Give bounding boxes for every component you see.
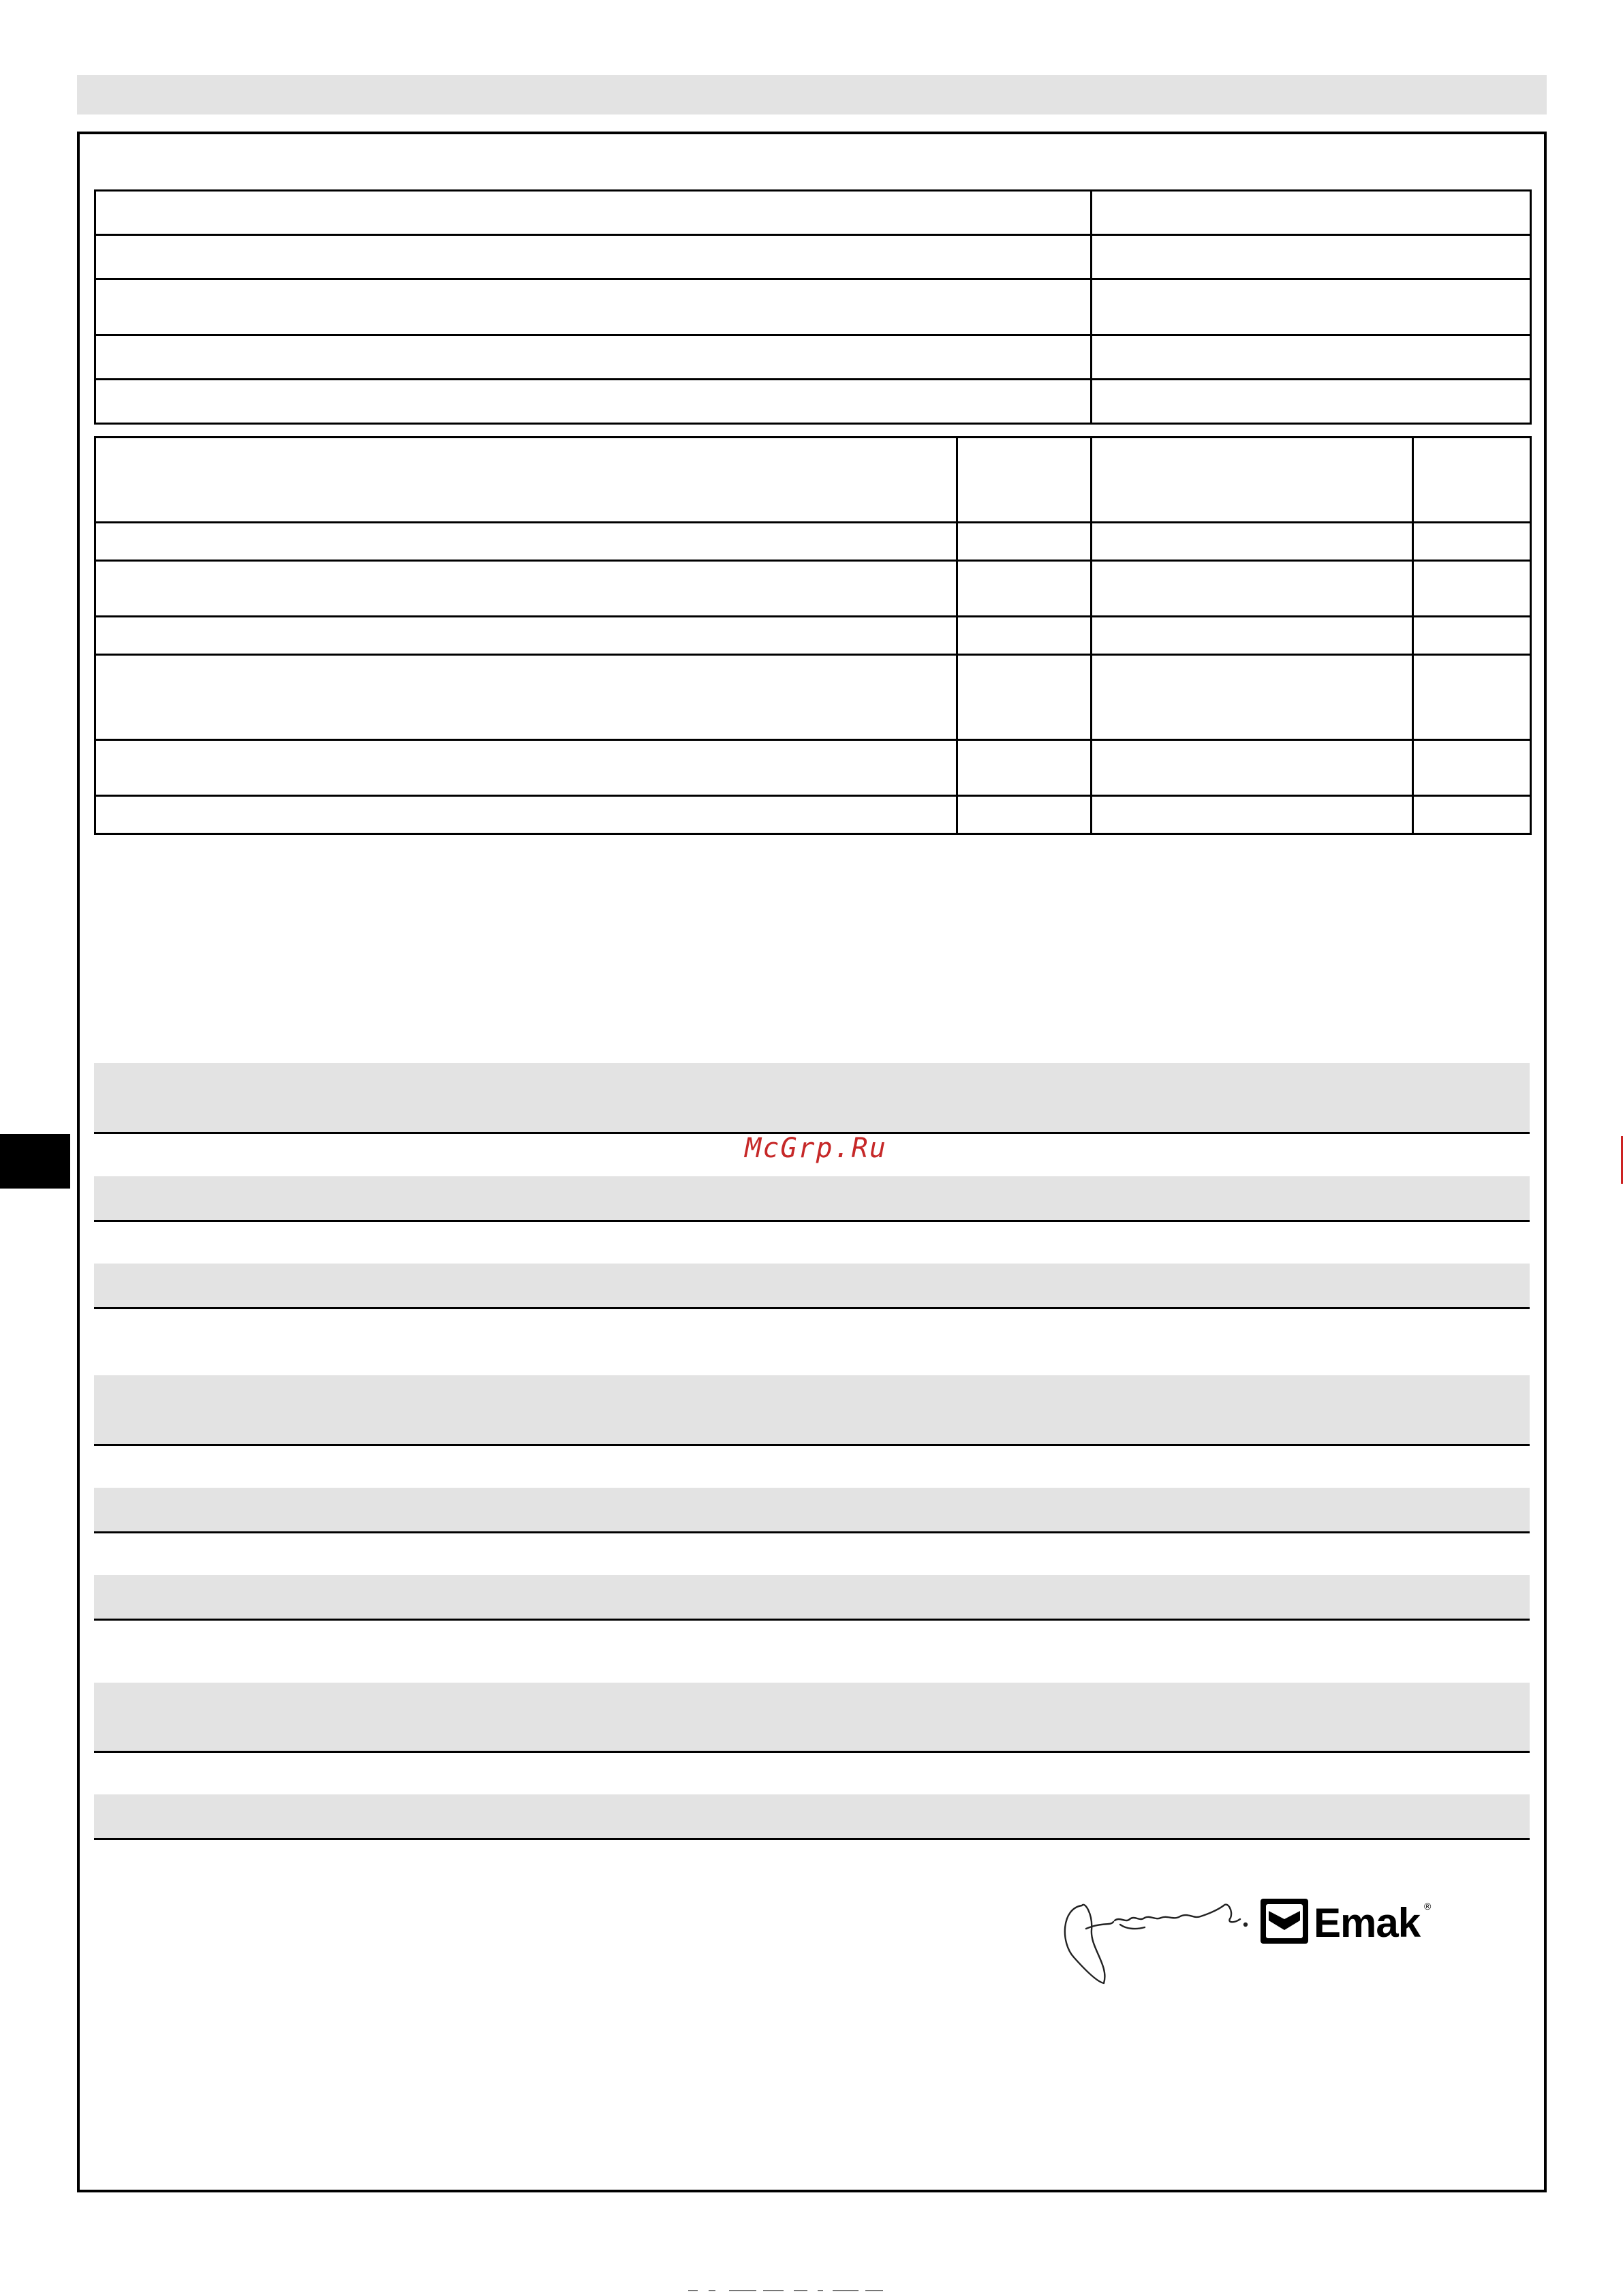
table-cell: [1092, 796, 1413, 834]
band-row: [94, 1220, 1530, 1266]
band-row: [94, 1683, 1530, 1753]
table-cell: [1092, 438, 1413, 523]
table-cell: [95, 740, 957, 796]
table-cell: [957, 740, 1092, 796]
table-row: [95, 191, 1531, 235]
watermark: McGrp.Ru: [745, 1133, 887, 1164]
footer-marks: [654, 2287, 927, 2296]
table-cell: [957, 796, 1092, 834]
table-cell: [95, 561, 957, 617]
band-row: [94, 1176, 1530, 1222]
table-cell: [1092, 335, 1531, 380]
table-row: [95, 335, 1531, 380]
table-cell: [1092, 523, 1413, 561]
band-row: [94, 1264, 1530, 1309]
band-row: [94, 1375, 1530, 1446]
table-row: [95, 438, 1531, 523]
table-cell: [957, 438, 1092, 523]
table-cell: [1092, 380, 1531, 424]
table-cell: [1413, 561, 1531, 617]
table-cell: [1092, 561, 1413, 617]
band-row: [94, 1531, 1530, 1577]
table-cell: [1092, 191, 1531, 235]
table-row: [95, 235, 1531, 279]
table-row: [95, 279, 1531, 335]
band-row: [94, 1063, 1530, 1134]
table-cell: [1092, 235, 1531, 279]
table-row: [95, 617, 1531, 655]
band-row: [94, 1488, 1530, 1533]
table-row: [95, 655, 1531, 740]
table-cell: [1092, 279, 1531, 335]
table-cell: [1413, 740, 1531, 796]
signature: [1065, 1905, 1247, 1983]
band-row: [94, 1794, 1530, 1840]
table-cell: [1092, 655, 1413, 740]
table-cell: [957, 655, 1092, 740]
spec-table-bottom: [94, 436, 1532, 835]
header-band: [77, 75, 1547, 114]
band-row: [94, 1619, 1530, 1685]
band-row: [94, 1575, 1530, 1621]
table-cell: [1413, 617, 1531, 655]
table-cell: [95, 438, 957, 523]
emak-logo-icon: [1261, 1899, 1308, 1944]
table-cell: [957, 617, 1092, 655]
table-cell: [95, 335, 1092, 380]
registered-mark: ®: [1424, 1901, 1432, 1912]
table-cell: [95, 191, 1092, 235]
table-cell: [95, 655, 957, 740]
table-cell: [95, 796, 957, 834]
table-row: [95, 561, 1531, 617]
table-cell: [95, 523, 957, 561]
table-cell: [95, 617, 957, 655]
table-row: [95, 740, 1531, 796]
emak-wordmark: Emak: [1314, 1900, 1421, 1946]
table-cell: [1413, 438, 1531, 523]
signature-logo: [1055, 1881, 1436, 1990]
table-cell: [95, 279, 1092, 335]
table-cell: [1413, 655, 1531, 740]
table-cell: [957, 561, 1092, 617]
spec-table-top: [94, 189, 1532, 425]
table-cell: [1092, 740, 1413, 796]
table-cell: [957, 523, 1092, 561]
table-cell: [95, 380, 1092, 424]
table-cell: [1413, 523, 1531, 561]
band-row: [94, 1444, 1530, 1490]
table-row: [95, 523, 1531, 561]
table-cell: [1413, 796, 1531, 834]
table-cell: [95, 235, 1092, 279]
table-row: [95, 796, 1531, 834]
table-cell: [1092, 617, 1413, 655]
table-row: [95, 380, 1531, 424]
band-row: [94, 1307, 1530, 1377]
band-row: [94, 1751, 1530, 1796]
